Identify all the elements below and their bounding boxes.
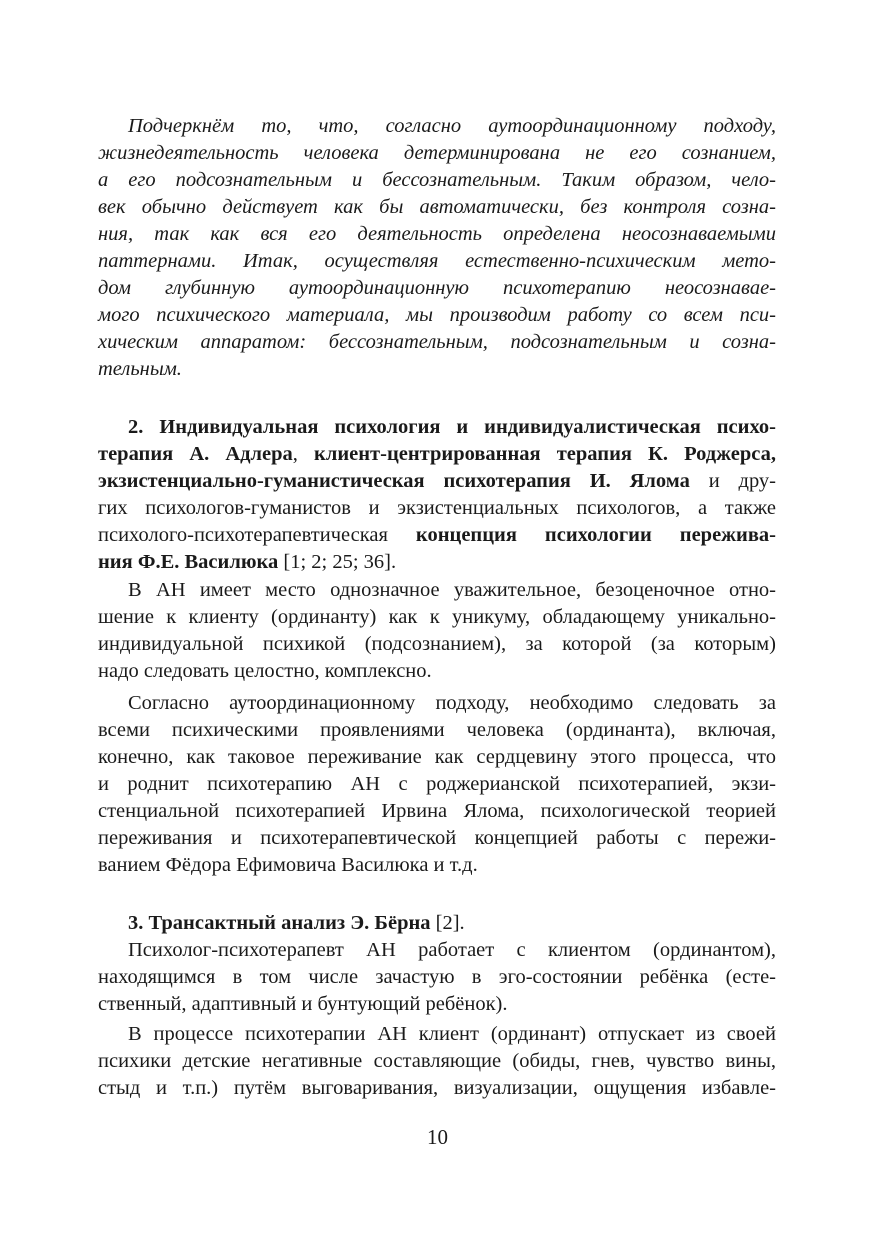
italic-line: ния, так как вся его деятельность определена неосознаваемыми	[98, 223, 776, 245]
italic-line: а его подсознательным и бессознательным. Таким образом, чело-	[98, 169, 776, 191]
italic-line: хическим аппаратом: бессознательным, подсознательным и созна-	[98, 331, 776, 353]
bold-text: ния Ф.Е. Василюка	[98, 551, 279, 573]
italic-line: тельным.	[98, 358, 182, 380]
body-line: стыд и т.п.) путём выговаривания, визуализации, ощущения избавле-	[98, 1077, 776, 1099]
bold-text: клиент-центрированная терапия К. Роджерса,	[314, 443, 776, 465]
body-line: В АН имеет место однозначное уважительное, безоценочное отно-	[128, 579, 776, 601]
plain-text: психолого-психотерапевтическая	[98, 524, 416, 546]
body-line: стенциальной психотерапией Ирвина Ялома, психологической теорией	[98, 800, 776, 822]
plain-text: и дру-	[689, 470, 776, 492]
page-number: 10	[427, 1125, 448, 1149]
body-line: и роднит психотерапию АН с роджерианской психотерапией, экзи-	[98, 773, 776, 795]
italic-line: дом глубинную аутоординационную психотерапию неосознавае-	[98, 277, 776, 299]
body-line: Психолог-психотерапевт АН работает с клиентом (ординантом),	[128, 939, 776, 961]
plain-text: [1; 2; 25; 36].	[278, 551, 397, 573]
section-2-heading-line	[98, 441, 776, 467]
bold-text: 3. Трансактный анализ Э. Бёрна	[128, 912, 431, 934]
bold-text: терапия А. Адлера	[98, 443, 293, 465]
section-2-heading-line	[98, 468, 776, 494]
section-3-heading	[128, 910, 776, 936]
italic-line: жизнедеятельность человека детерминирована не его сознанием,	[98, 142, 776, 164]
body-line: индивидуальной психикой (подсознанием), за которой (за которым)	[98, 633, 776, 655]
italic-line: мого психического материала, мы производим работу со всем пси-	[98, 304, 776, 326]
section-2-text-line	[98, 522, 776, 548]
bold-text: концепция психологии пережива-	[415, 524, 776, 546]
body-line: конечно, как таковое переживание как сердцевину этого процесса, что	[98, 746, 776, 768]
body-line: надо следовать целостно, комплексно.	[98, 660, 432, 682]
body-line: ванием Фёдора Ефимовича Василюка и т.д.	[98, 854, 478, 876]
plain-text: ,	[292, 443, 315, 465]
body-line: шение к клиенту (ординанту) как к уникуму, обладающему уникально-	[98, 606, 776, 628]
bold-text: экзистенциально-гуманистическая психотерапия И. Ялома	[98, 470, 690, 492]
body-line: находящимся в том числе зачастую в эго-состоянии ребёнка (есте-	[98, 966, 776, 988]
italic-line: Подчеркнём то, что, согласно аутоординационному подходу,	[128, 115, 776, 137]
section-2-text-line	[98, 549, 776, 575]
body-line: Согласно аутоординационному подходу, необходимо следовать за	[128, 692, 776, 714]
section-2-heading-line: 2. Индивидуальная психология и индивидуалистическая психо-	[128, 416, 776, 438]
plain-text: [2].	[430, 912, 465, 934]
body-line: психики детские негативные составляющие (обиды, гнев, чувство вины,	[98, 1050, 776, 1072]
section-2-text-line: гих психологов-гуманистов и экзистенциальных психологов, а также	[98, 497, 776, 519]
italic-line: век обычно действует как бы автоматически, без контроля созна-	[98, 196, 776, 218]
body-line: всеми психическими проявлениями человека (ординанта), включая,	[98, 719, 776, 741]
body-line: ственный, адаптивный и бунтующий ребёнок).	[98, 993, 508, 1015]
italic-line: паттернами. Итак, осуществляя естественно-психическим мето-	[98, 250, 776, 272]
body-line: переживания и психотерапевтической концепцией работы с пережи-	[98, 827, 776, 849]
body-line: В процессе психотерапии АН клиент (ординант) отпускает из своей	[128, 1023, 776, 1045]
